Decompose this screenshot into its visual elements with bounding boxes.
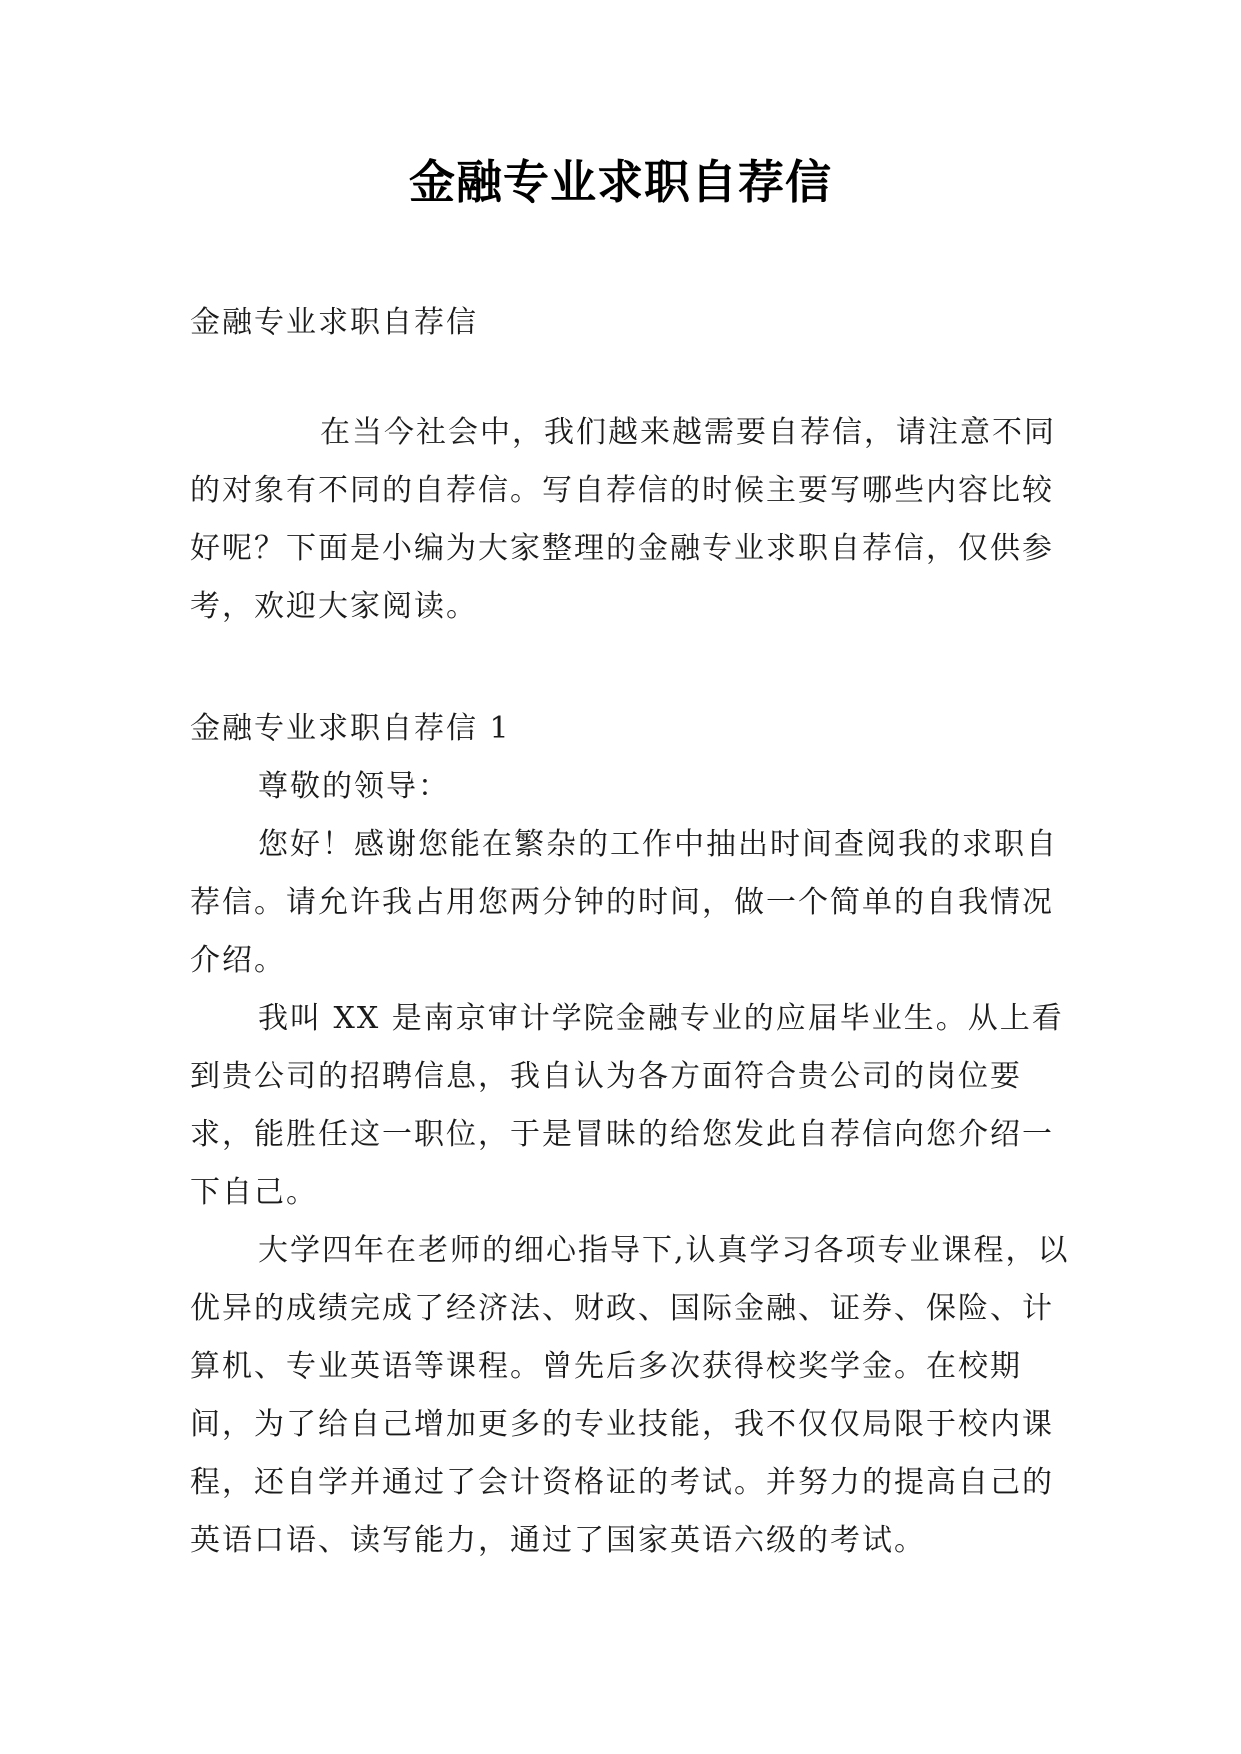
letter-paragraph: 您好！感谢您能在繁杂的工作中抽出时间查阅我的求职自荐信。请允许我占用您两分钟的时间，做一个简单的自我情况介绍。 bbox=[190, 827, 1058, 978]
intro-paragraph: 在当今社会中，我们越来越需要自荐信，请注意不同的对象有不同的自荐信。写自荐信的时候主要写哪些内容比较好呢？下面是小编为大家整理的金融专业求职自荐信，仅供参考，欢迎大家阅读。 bbox=[190, 415, 1056, 624]
document-title: 金融专业求职自荐信 bbox=[409, 155, 832, 209]
letter-paragraph: 我叫 XX 是南京审计学院金融专业的应届毕业生。从上看到贵公司的招聘信息，我自认为各方面符合贵公司的岗位要求，能胜任这一职位，于是冒昧的给您发此自荐信向您介绍一下自己。 bbox=[190, 1001, 1064, 1210]
letter-paragraph: 大学四年在老师的细心指导下,认真学习各项专业课程，以优异的成绩完成了经济法、财政、国际金融、证券、保险、计算机、专业英语等课程。曾先后多次获得校奖学金。在校期间，为了给自己增加更多的专业技能，我不仅仅局限于校内课程，还自学并通过了会计资格证的考试。并努力的提高自己的英语口语、读写能力，通过了国家英语六级的考试。 bbox=[190, 1233, 1070, 1558]
section-heading: 金融专业求职自荐信 1 bbox=[190, 711, 511, 746]
letter-salutation: 尊敬的领导： bbox=[258, 769, 450, 804]
document-subtitle: 金融专业求职自荐信 bbox=[190, 305, 478, 340]
